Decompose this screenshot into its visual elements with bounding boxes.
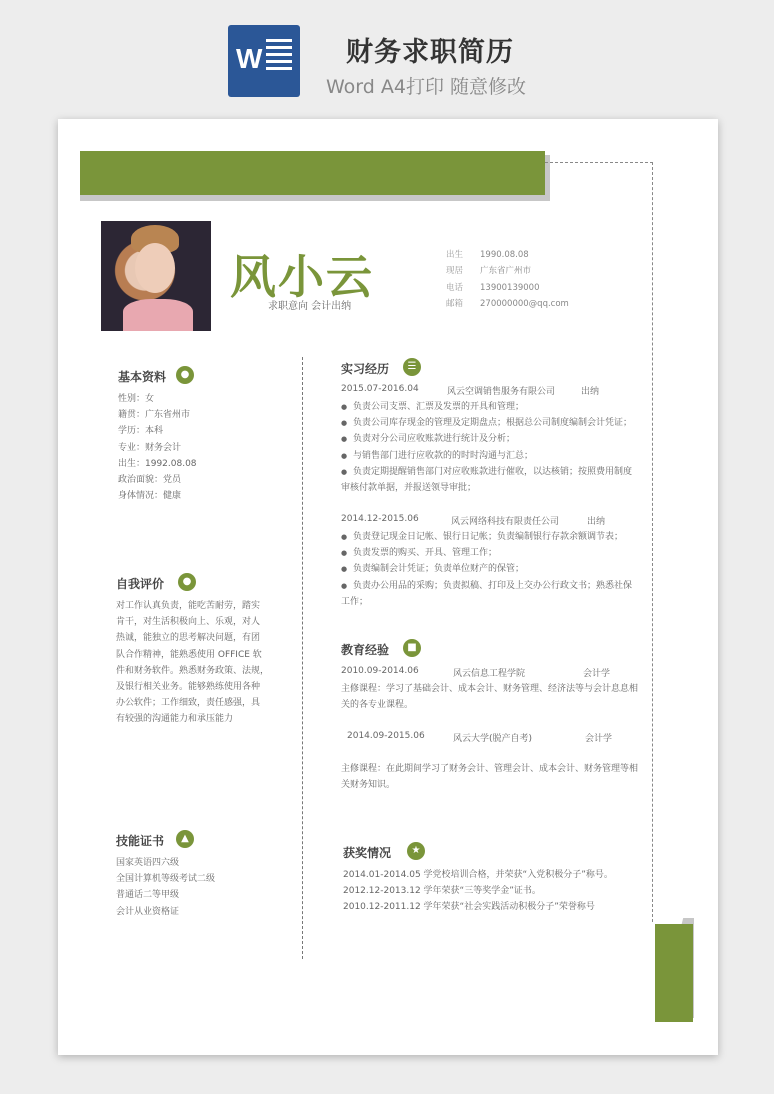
job-intent: 求职意向 会计出纳 <box>268 301 352 312</box>
user-group-icon: ● <box>176 366 194 384</box>
edu-details: 主修课程：在此期间学习了财务会计、管理会计、成本会计、财务管理等相 关财务知识。 <box>341 764 639 791</box>
self-text: 对工作认真负责，能吃苦耐劳，踏实 肯干，对生活积极向上、乐观，对人 热诚，能独立的思考解决问题，有团 队合作精神，能熟悉使用 OFFICE 软 件和财务软件。熟悉财务政策、法规， 及银行相关业务。能够熟练使用各种 办公软件；工作细致，责任感强，具 有较强的沟通能力和承压能力 <box>116 601 270 725</box>
awards-list: 2014.01-2014.05 学党校培训合格，并荣获“入党积极分子”称号。 2012.12-2013.12 学年荣获“三等奖学金”证书。 2010.12-2011.12 学年荣获“社会实践活动积极分子”荣誉称号 <box>343 870 613 913</box>
edu-details: 主修课程：学习了基础会计、成本会计、财务管理、经济法等与会计息息相 关的各专业课程。 <box>341 684 639 711</box>
page-subtitle: Word A4打印 随意修改 <box>326 76 527 98</box>
job-details: ● 负责公司支票、汇票及发票的开具和管理； ● 负责公司库存现金的管理及定期盘点；根据总公司制度编制会计凭证； ● 负责对分公司应收账款进行统计及分析； ● 与销售部门进行应收款的的时时沟通与汇总； ● 负责定期提醒销售部门对应收账款进行催收，以达核销；按照费用制度 审核付款单据，并报送领导审批； <box>341 399 661 496</box>
edu-title: 教育经验 <box>341 643 390 657</box>
skills-list: 国家英语四六级 全国计算机等级考试二级 普通话二等甲级 会计从业资格证 <box>116 858 216 917</box>
column-divider <box>302 357 303 959</box>
trophy-icon: ★ <box>407 842 425 860</box>
basic-title: 基本资料 <box>118 370 167 384</box>
word-letter: W <box>236 43 263 74</box>
self-title: 自我评价 <box>116 577 165 591</box>
flask-icon: ▲ <box>176 830 194 848</box>
graduation-cap-icon: ■ <box>403 639 421 657</box>
candidate-name: 风小云 <box>230 250 374 304</box>
contact-info: 出生 1990.08.08 现居 广东省广州市 电话 13900139000 邮箱 270000000@qq.com <box>446 250 569 309</box>
corner-block <box>655 924 693 1022</box>
profile-photo <box>101 221 211 331</box>
database-icon: ☰ <box>403 358 421 376</box>
resume-page: 风小云 求职意向 会计出纳 出生 1990.08.08 现居 广东省广州市 电话 13900139000 邮箱 270000000@qq.com 基本资料 ● 性别：女 籍贯：广东省州市 学历：本科 专业：财务会计 出生：1992.08.08 政治面貌：党员 身体情况：健康 自我评价 ● 对工作认真负责，能吃苦耐劳，踏实 肯干，对生活积极向上、乐观，对人 热诚，能独立的思考解决问题，有团 队合作精神，能熟悉使用 OFFICE 软 件和财务软件。熟悉财务政策、法规， 及银行相关业务。能够熟练使用各种 办公软件；工作细致，责任感强，具 有较强的沟通能力和承压能力 技能证书 ▲ 国家英语四六级 全国计算机等级考试二级 普通话二等甲级 会计从业资格证 实习经历 ☰ 2015.07-2016.04 风云空调销售服务有限公司 出纳 ● 负责公司支票、汇票及发票的开具和管理； ● 负责公司库存现金的管理及定期盘点；根据总公司制度编制会计凭证； ● 负责对分公司应收账款进行统计及分析； ● 与销售部门进行应收款的的时时沟通与汇总； ● 负责定期提醒销售部门对应收账款进行催收，以达核销；按照费用制度 审核付款单据，并报送领导审批； 2014.12-2015.06 风云网络科技有限责任公司 出纳 ● 负责登记现金日记帐、银行日记帐；负责编制银行存款余额调节表； ● 负责发票的购买、开具、管理工作； ● 负责编制会计凭证；负责单位财产的保管； ● 负责办公用品的采购；负责拟稿、打印及上交办公行政文书；熟悉社保 工作； 教育经验 ■ 2010.09-2014.06 风云信息工程学院 会计学 主修课程：学习了基础会计、成本会计、财务管理、经济法等与会计息息相 关的各专业课程。 2014.09-2015.06 风云大学(脱产自考) 会计学 主修课程：在此期间学习了财务会计、管理会计、成本会计、财务管理等相 关财务知识。 获奖情况 ★ 2014.01-2014.05 学党校培训合格，并荣获“入党积极分子”称号。 2012.12-2013.12 学年荣获“三等奖学金”证书。 2010.12-2011.12 学年荣获“社会实践活动积极分子”荣誉称号 <box>58 119 718 1055</box>
person-icon: ● <box>178 573 196 591</box>
skills-title: 技能证书 <box>116 834 165 848</box>
exp-title: 实习经历 <box>341 362 390 376</box>
basic-list: 性别：女 籍贯：广东省州市 学历：本科 专业：财务会计 出生：1992.08.08 政治面貌：党员 身体情况：健康 <box>118 394 197 502</box>
page-title: 财务求职简历 <box>346 37 514 68</box>
job-details: ● 负责登记现金日记帐、银行日记帐；负责编制银行存款余额调节表； ● 负责发票的购买、开具、管理工作； ● 负责编制会计凭证；负责单位财产的保管； ● 负责办公用品的采购；负责拟稿、打印及上交办公行政文书；熟悉社保 工作； <box>341 529 661 610</box>
top-band <box>80 151 545 195</box>
word-icon <box>228 25 300 97</box>
awards-title: 获奖情况 <box>343 846 392 860</box>
